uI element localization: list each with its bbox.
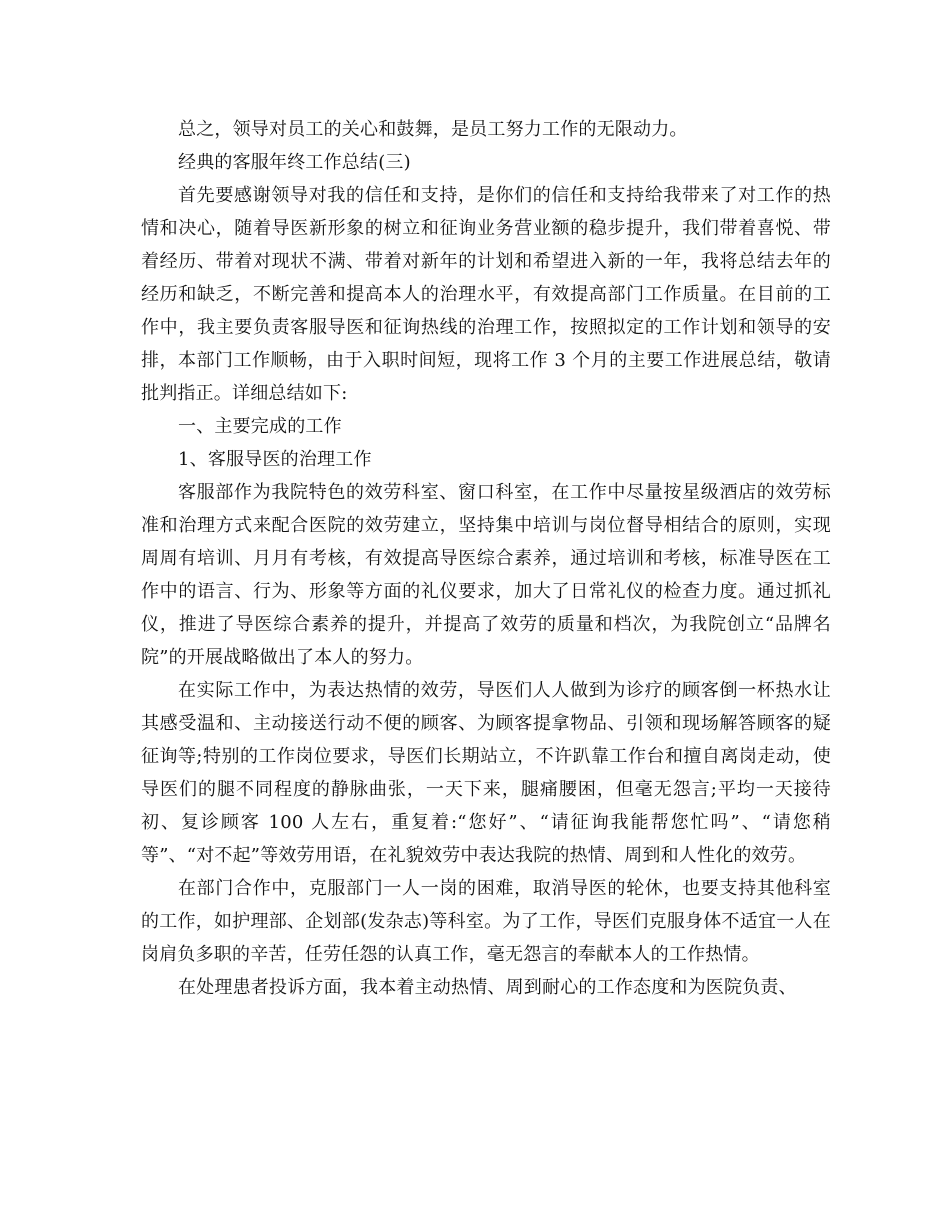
heading-main-work: 一、主要完成的工作 [178, 416, 342, 437]
paragraph-department-cooperation: 在部门合作中，克服部门一人一岗的困难，取消导医的轮休，也要支持其他科室的工作，如护理部、企划部(发杂志)等科室。为了工作，导医们克服身体不适宜一人在岗肩负多职的辛苦，任劳任怨的认真工作，毫无怨言的奉献本人的工作热情。 [141, 878, 831, 965]
paragraph-conclusion: 总之，领导对员工的关心和鼓舞，是员工努力工作的无限动力。 [178, 119, 688, 140]
subheading-guide-management: 1、客服导医的治理工作 [178, 449, 372, 470]
paragraph-service-standards: 客服部作为我院特色的效劳科室、窗口科室，在工作中尽量按星级酒店的效劳标准和治理方式来配合医院的效劳建立，坚持集中培训与岗位督导相结合的原则，实现周周有培训、月月有考核，有效提高导医综合素养，通过培训和考核，标准导医在工作中的语言、行为、形象等方面的礼仪要求，加大了日常礼仪的检查力度。通过抓礼仪，推进了导医综合素养的提升，并提高了效劳的质量和档次，为我院创立“品牌名院”的开展战略做出了本人的努力。 [141, 482, 831, 668]
paragraph-complaint-handling: 在处理患者投诉方面，我本着主动热情、周到耐心的工作态度和为医院负责、 [178, 977, 797, 998]
paragraph-intro: 首先要感谢领导对我的信任和支持，是你们的信任和支持给我带来了对工作的热情和决心，随着导医新形象的树立和征询业务营业额的稳步提升，我们带着喜悦、带着经历、带着对现状不满、带着对新年的计划和希望进入新的一年，我将总结去年的经历和缺乏，不断完善和提高本人的治理水平，有效提高部门工作质量。在目前的工作中，我主要负责客服导医和征询热线的治理工作，按照拟定的工作计划和领导的安排，本部门工作顺畅，由于入职时间短，现将工作 3 个月的主要工作进展总结，敬请批判指正。详细总结如下: [141, 185, 831, 404]
paragraph-practical-work: 在实际工作中，为表达热情的效劳，导医们人人做到为诊疗的顾客倒一杯热水让其感受温和、主动接送行动不便的顾客、为顾客提拿物品、引领和现场解答顾客的疑征询等;特别的工作岗位要求，导医们长期站立，不许趴靠工作台和擅自离岗走动，使导医们的腿不同程度的静脉曲张，一天下来，腿痛腰困，但毫无怨言;平均一天接待初、复诊顾客 100 人左右，重复着:“您好”、“请征询我能帮您忙吗”、“请您稍等”、“对不起”等效劳用语，在礼貌效劳中表达我院的热情、周到和人性化的效劳。 [141, 680, 831, 866]
section-title: 经典的客服年终工作总结(三) [178, 152, 411, 173]
document-body [141, 113, 831, 1004]
